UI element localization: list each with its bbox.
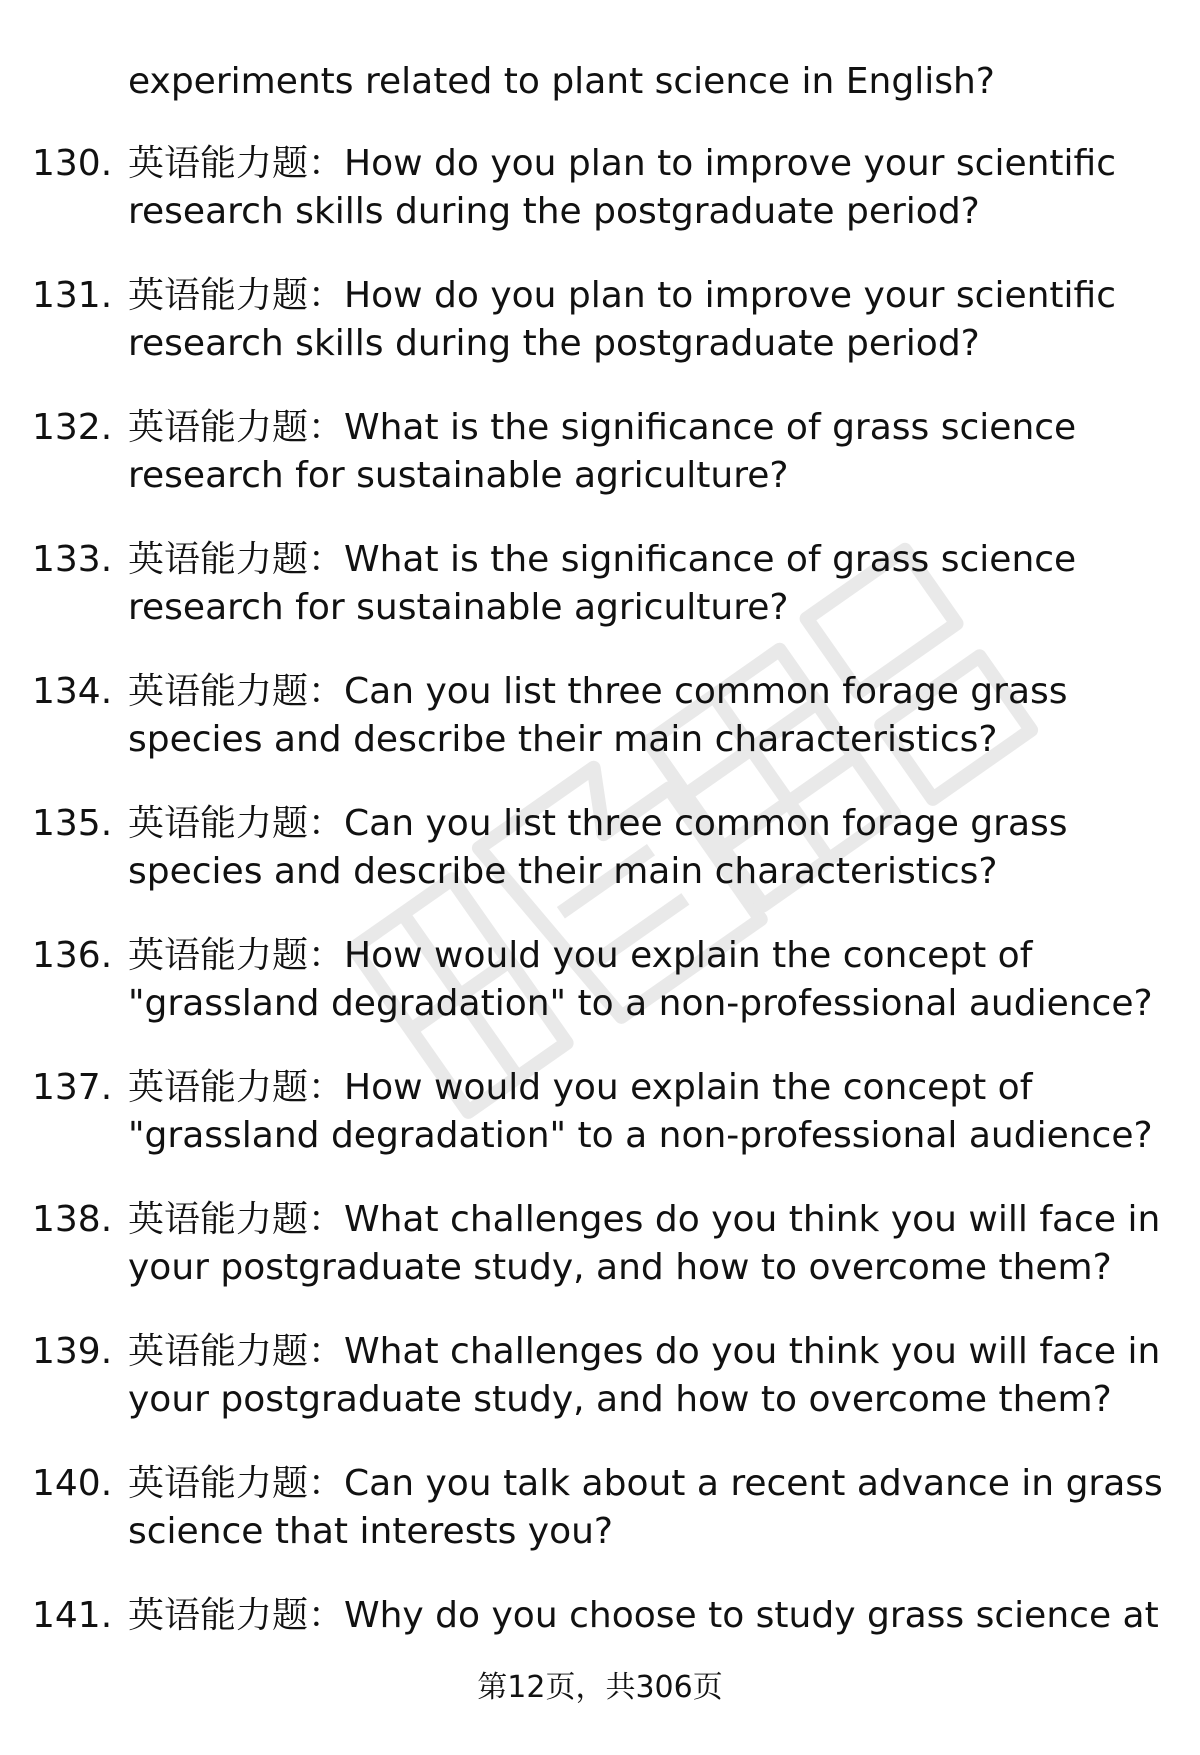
list-item (0, 140, 1200, 272)
question-text (128, 404, 1178, 500)
question-number: 137. (32, 1067, 113, 1108)
question-line-2: "grassland degradation" to a non-professional audience? (128, 1115, 1153, 1156)
question-text (128, 272, 1178, 368)
question-line-1: What is the significance of grass science (344, 539, 1077, 580)
question-number: 131. (32, 275, 113, 316)
question-line-2: your postgraduate study, and how to overcome them? (128, 1247, 1112, 1288)
list-item (0, 932, 1200, 1064)
list-item (0, 800, 1200, 932)
question-number: 133. (32, 539, 113, 580)
question-line-1: Can you talk about a recent advance in grass (344, 1463, 1163, 1504)
question-category: 英语能力题： (128, 803, 345, 844)
question-line-2: species and describe their main characteristics? (128, 851, 998, 892)
question-number: 130. (32, 143, 113, 184)
page-footer: 第12页，共306页 (477, 1670, 723, 1705)
question-line-2: research skills during the postgraduate period? (128, 191, 980, 232)
question-line-1: Can you list three common forage grass (344, 671, 1068, 712)
question-number: 138. (32, 1199, 113, 1240)
list-item (0, 536, 1200, 668)
question-list (0, 140, 1200, 1724)
question-line-1: How do you plan to improve your scientific (344, 275, 1117, 316)
question-line-1: How do you plan to improve your scientific (344, 143, 1117, 184)
question-category: 英语能力题： (128, 1595, 345, 1636)
question-category: 英语能力题： (128, 143, 345, 184)
question-category: 英语能力题： (128, 1463, 345, 1504)
question-text (128, 1460, 1178, 1556)
list-item (0, 1460, 1200, 1592)
list-item (0, 404, 1200, 536)
question-category: 英语能力题： (128, 1199, 345, 1240)
question-line-1: Why do you choose to study grass science at (344, 1595, 1159, 1636)
list-item (0, 272, 1200, 404)
question-line-2: your postgraduate study, and how to overcome them? (128, 1379, 1112, 1420)
question-category: 英语能力题： (128, 935, 345, 976)
question-text (128, 536, 1178, 632)
list-item (0, 1196, 1200, 1328)
question-line-2: research for sustainable agriculture? (128, 587, 789, 628)
question-line-2: research skills during the postgraduate period? (128, 323, 980, 364)
question-category: 英语能力题： (128, 539, 345, 580)
list-item (0, 668, 1200, 800)
question-number: 141. (32, 1595, 113, 1636)
question-text (128, 1064, 1178, 1160)
question-category: 英语能力题： (128, 275, 345, 316)
question-line-1: How would you explain the concept of (344, 1067, 1033, 1108)
question-number: 135. (32, 803, 113, 844)
question-line-2: species and describe their main characteristics? (128, 719, 998, 760)
question-text (128, 932, 1178, 1028)
question-line-1: What is the significance of grass science (344, 407, 1077, 448)
question-number: 140. (32, 1463, 113, 1504)
question-line-2: "grassland degradation" to a non-professional audience? (128, 983, 1153, 1024)
question-line-1: Can you list three common forage grass (344, 803, 1068, 844)
question-line-2: research for sustainable agriculture? (128, 455, 789, 496)
question-line-1: How would you explain the concept of (344, 935, 1033, 976)
question-line-1: What challenges do you think you will face in (344, 1331, 1161, 1372)
question-text (128, 800, 1178, 896)
question-category: 英语能力题： (128, 671, 345, 712)
question-text (128, 1592, 1178, 1640)
question-line-2: science that interests you? (128, 1511, 614, 1552)
list-item (0, 1064, 1200, 1196)
question-number: 136. (32, 935, 113, 976)
question-number: 134. (32, 671, 113, 712)
question-text (128, 1328, 1178, 1424)
question-number: 132. (32, 407, 113, 448)
question-category: 英语能力题： (128, 1331, 345, 1372)
question-line-1: What challenges do you think you will face in (344, 1199, 1161, 1240)
question-text (128, 668, 1178, 764)
question-text (128, 140, 1178, 236)
question-category: 英语能力题： (128, 1067, 345, 1108)
question-text (128, 1196, 1178, 1292)
list-item (0, 1328, 1200, 1460)
question-number: 139. (32, 1331, 113, 1372)
continued-question-text: experiments related to plant science in English? (128, 61, 995, 102)
question-category: 英语能力题： (128, 407, 345, 448)
